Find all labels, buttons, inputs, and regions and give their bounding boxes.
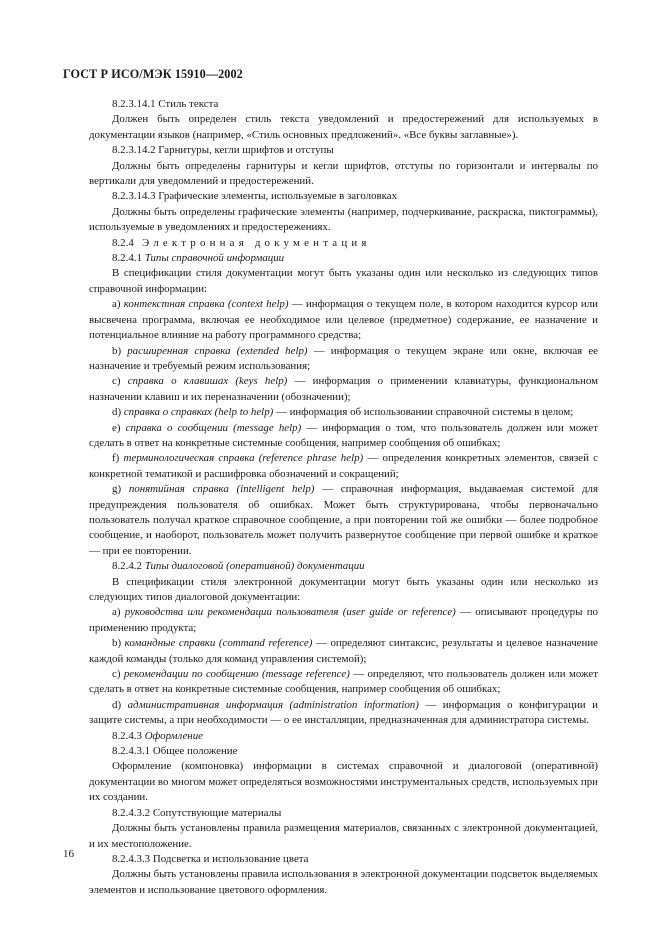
paragraph: В спецификации стиля электронной документации могут быть указаны один или несколько из следующих типов диалоговой документации: (89, 575, 598, 603)
item-prefix: d) (112, 698, 122, 711)
section-heading: 8.2.3.14.1 Стиль текста (112, 98, 219, 110)
item-text: — информация о конфигурации и защите системы, а при необходимости — о ее инсталляции, предназначенная для администратора системы. (89, 698, 598, 727)
section-heading (89, 729, 598, 744)
section-title: Типы диалоговой (оперативной) документации (144, 560, 365, 573)
item-prefix: c) (112, 668, 121, 681)
item-prefix: а) (112, 606, 121, 619)
section-heading: 8.2.3.14.3 Графические элементы, используемые в заголовках (112, 190, 398, 203)
paragraph: Должны быть определены гарнитуры и кегли шрифтов, отступы по горизонтали и интервалы по вертикали для уведомлений и предостережений. (89, 159, 598, 188)
paragraph: В спецификации стиля документации могут быть указаны один или несколько из следующих типов справочной информации: (89, 267, 598, 295)
item-text: — определения конкретных элементов, связей с конкретной тематикой и расшифровка обозначений и сокращений; (89, 452, 598, 480)
item-term: понятийная справка (intelligent help) (128, 483, 315, 496)
list-item (89, 605, 598, 636)
item-text: — определяют синтаксис, результаты и целевое назначение каждой команды (только для команд управления системой); (89, 637, 599, 665)
item-term: административная информация (administration information) (127, 698, 419, 711)
list-item (89, 297, 598, 343)
section-heading: 8.2.4.3.1 Общее положение (112, 745, 238, 758)
item-term: командные справки (command reference) (124, 637, 313, 650)
section-title: Типы справочной информации (144, 252, 285, 265)
section-heading (89, 559, 598, 574)
paragraph: Должны быть установлены правила размещения материалов, связанных с электронной документацией, и их местоположение. (89, 822, 598, 850)
section-number: 8.2.4 (112, 236, 134, 249)
section-heading (89, 251, 598, 266)
list-item (89, 344, 598, 375)
section-title: Электронная документация (141, 236, 371, 249)
item-term: руководства или рекомендации пользователя (user guide or reference) (124, 606, 456, 619)
list-item (89, 374, 598, 405)
list-item (89, 405, 598, 420)
item-term: справка о сообщении (message help) (125, 421, 302, 434)
item-text: — определяют, что пользователь должен или может сделать в ответ на конкретные системные сообщения, например сообщения об ошибках; (89, 668, 598, 696)
item-term: контекстная справка (context help) (123, 298, 289, 311)
section-heading: 8.2.4.3.2 Сопутствующие материалы (112, 806, 282, 819)
list-item (89, 636, 598, 667)
section-heading: 8.2.3.14.2 Гарнитуры, кегли шрифтов и отступы (112, 144, 334, 157)
item-prefix: c) (112, 375, 121, 388)
document-body (89, 97, 598, 898)
dialog-doc-types-list (89, 605, 598, 728)
section-heading: 8.2.4.3.3 Подсветка и использование цвета (112, 852, 309, 865)
item-text: — информация о текущем экране или окне, включая ее назначение и требуемый режим использования; (89, 344, 598, 372)
item-term: справка о справках (help to help) (123, 406, 274, 419)
item-prefix: g) (112, 483, 122, 496)
list-item (89, 451, 598, 482)
item-text: — справочная информация, выдаваемая системой для предупреждения пользователя об ошибках. Может быть структурирована, чтобы первоначально пользователь получал краткое справочное сообщение, а при повторении той же ошибки — более подробное сообщение, и наоборот, пользователь может получить развернутое сообщение при первой ошибке и краткое — при ее повторении. (89, 483, 598, 557)
list-item (89, 698, 598, 729)
item-term: справка о клавишах (keys help) (127, 375, 288, 388)
list-item (89, 482, 598, 559)
item-prefix: b) (112, 637, 122, 650)
item-prefix: f) (112, 452, 120, 465)
section-number: 8.2.4.2 (112, 560, 142, 573)
list-item (89, 421, 598, 452)
item-text: — информация о том, что пользователь должен или может сделать в ответ на конкретные системные сообщения, например сообщения об ошибках; (89, 421, 598, 449)
item-prefix: b) (112, 344, 122, 357)
section-title: Оформление (144, 729, 203, 742)
page-number: 16 (63, 848, 74, 860)
paragraph: Должен быть определен стиль текста уведомлений и предостережений для используемых в документации языков (например, «Стиль основных предложений». «Все буквы заглавные»). (89, 113, 598, 141)
item-term: терминологическая справка (reference phrase help) (123, 452, 364, 465)
list-item (89, 667, 598, 698)
item-text: — информация о применении клавиатуры, функциональном назначении клавиш и их переназначении (обозначении); (89, 375, 598, 403)
item-prefix: d) (112, 406, 122, 419)
item-term: расширенная справка (extended help) (127, 344, 308, 357)
item-prefix: а) (112, 298, 121, 311)
paragraph: Оформление (компоновка) информации в системах справочной и диалоговой (оперативной) документации во многом может определяться возможностями инструментальных средств, используемых при их создании. (89, 760, 598, 804)
item-text: — информация об использовании справочной системы в целом; (273, 406, 574, 419)
section-number: 8.2.4.3 (112, 729, 142, 742)
document-header: ГОСТ Р ИСО/МЭК 15910—2002 (63, 67, 243, 81)
section-number: 8.2.4.1 (112, 252, 142, 265)
item-text: — описывают процедуры по применению продукта; (89, 606, 598, 634)
help-types-list (89, 297, 598, 559)
item-prefix: e) (112, 421, 121, 434)
item-term: рекомендации по сообщению (message reference) (123, 668, 350, 681)
paragraph: Должны быть определены графические элементы (например, подчеркивание, раскраска, пиктограммы), используемые в уведомлениях и предостережениях. (89, 205, 598, 234)
paragraph: Должны быть установлены правила использования в электронной документации подсветок выделяемых элементов и использование цветового оформления. (89, 868, 598, 896)
item-text: — информация о текущем поле, в котором находится курсор или высвечена программа, включая ее необходимое или целевое (предметное) содержание, ее назначение и потенциальное влияние на работу программного средства; (89, 298, 598, 342)
section-heading-electronic (89, 236, 598, 251)
